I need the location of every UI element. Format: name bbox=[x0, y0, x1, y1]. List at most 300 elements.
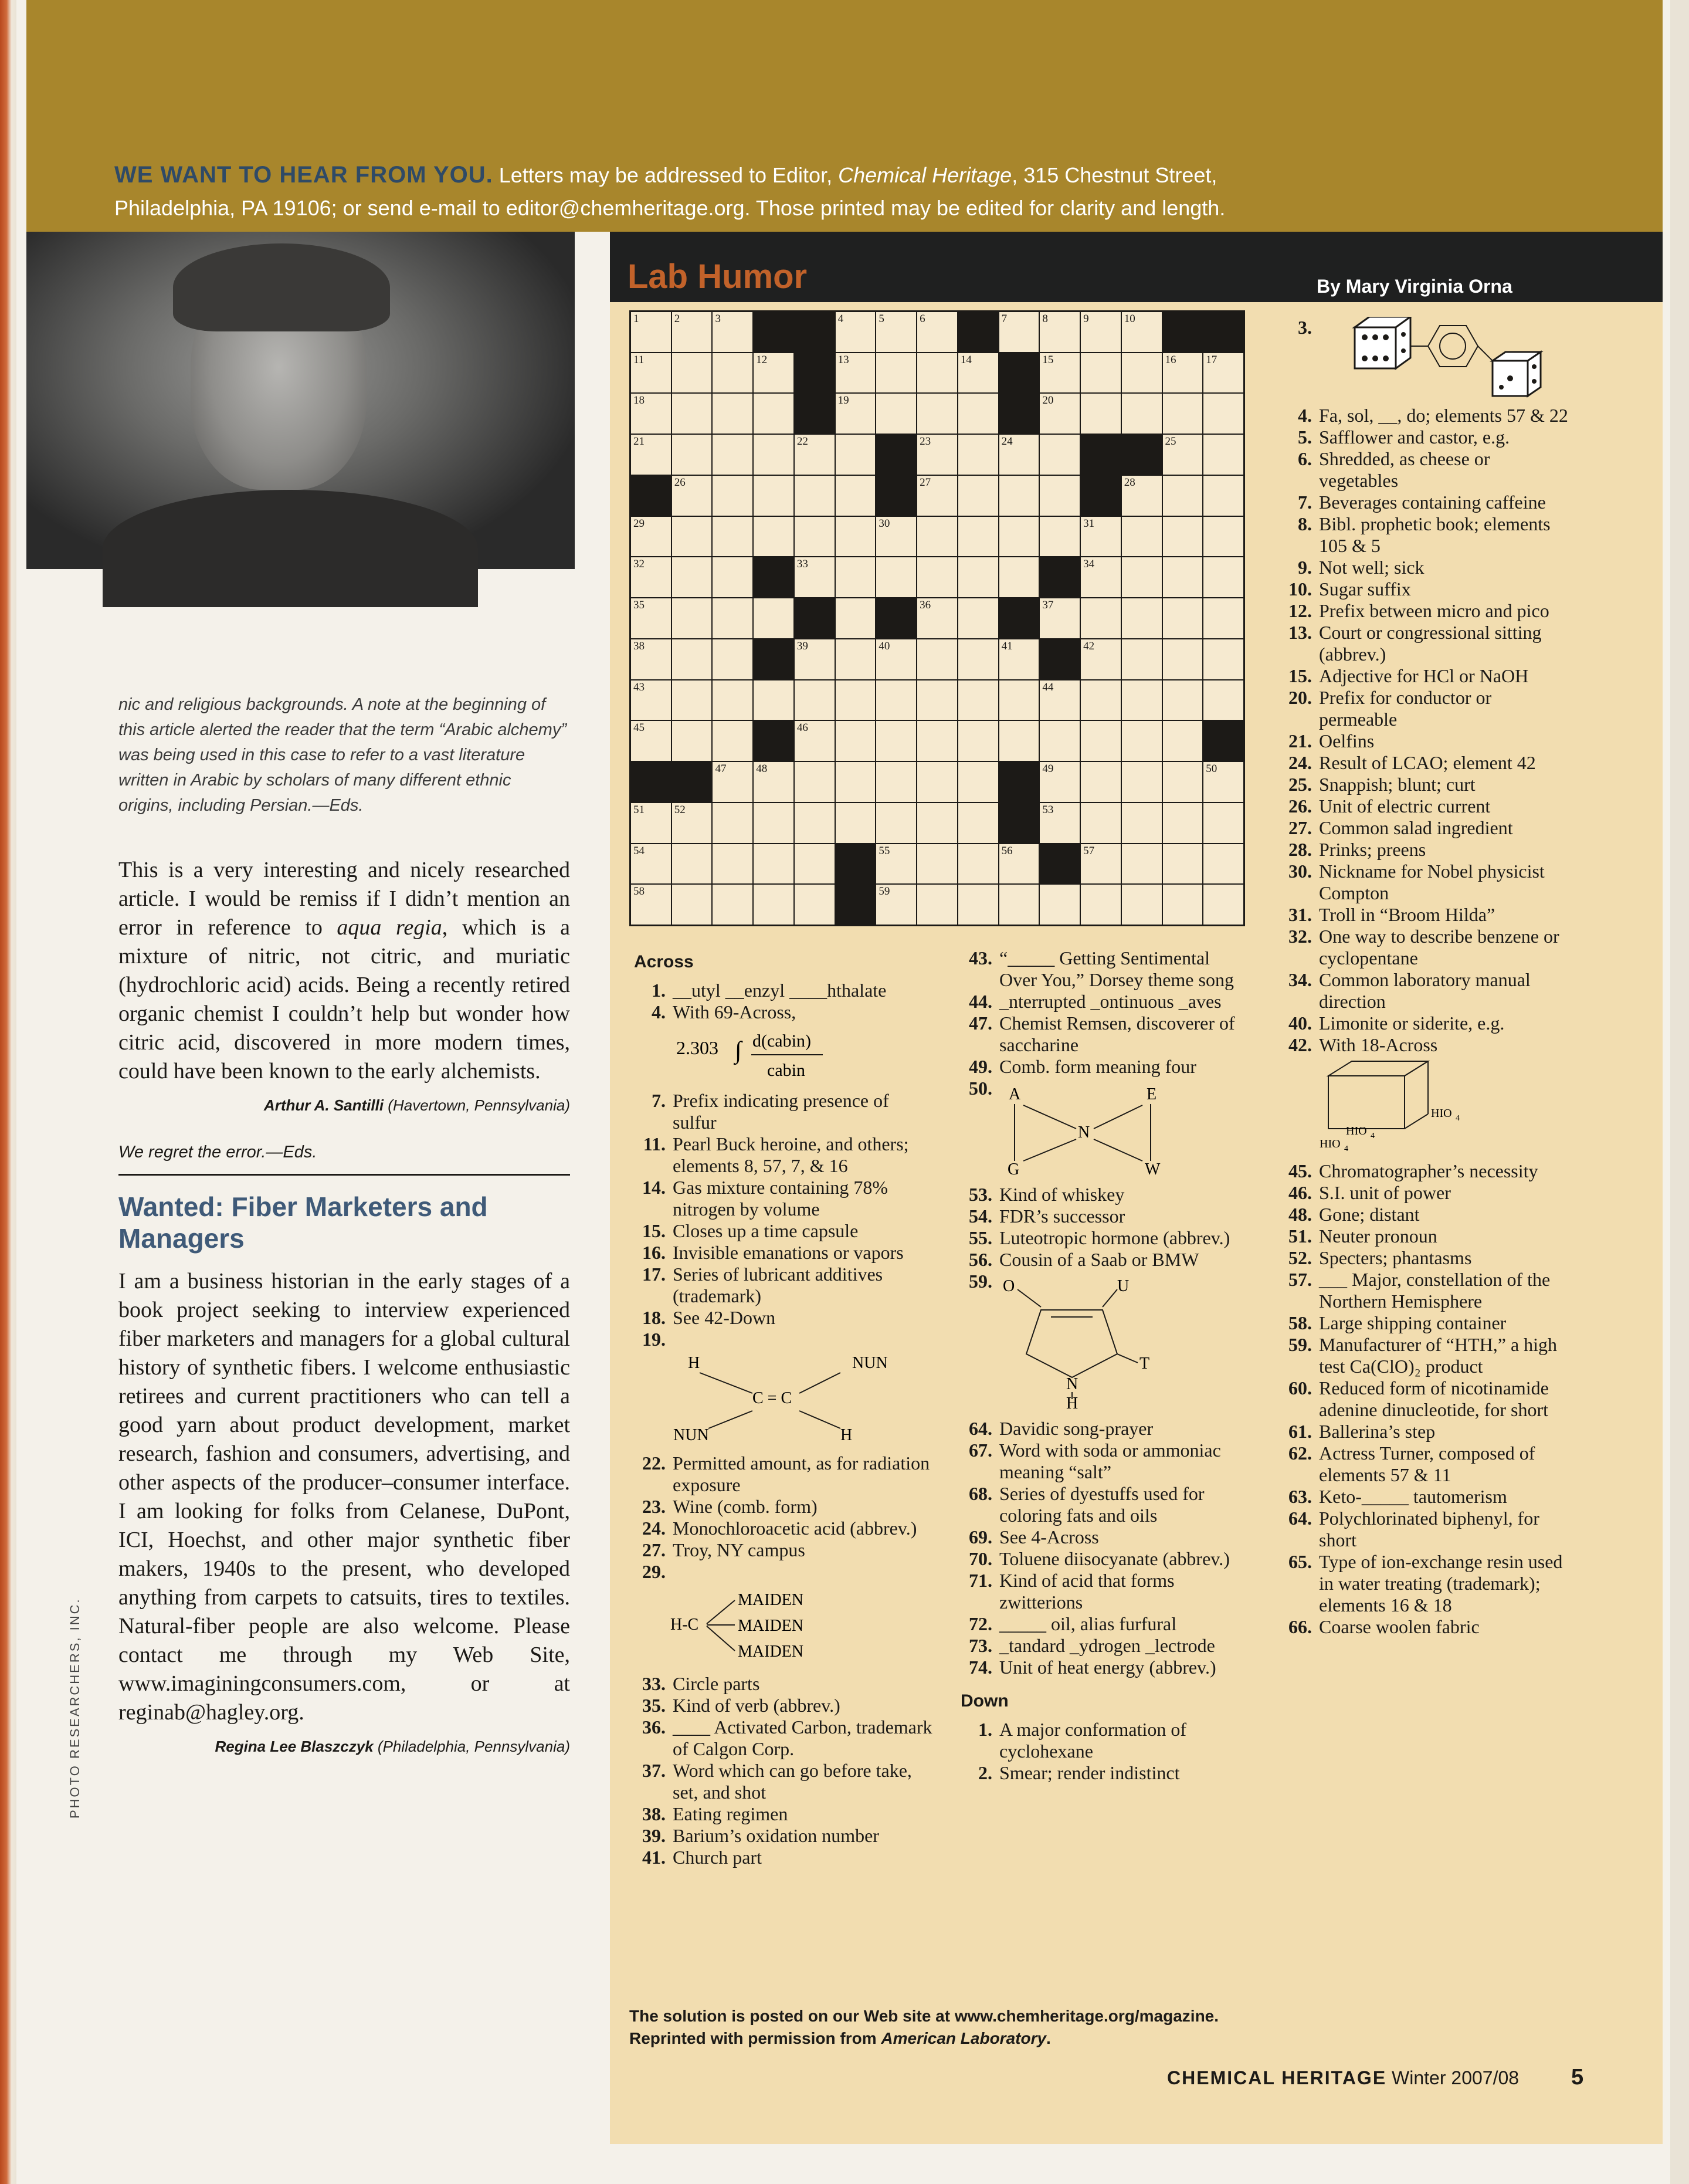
grid-cell bbox=[1122, 844, 1162, 884]
grid-cell bbox=[1163, 435, 1203, 475]
grid-number: 30 bbox=[879, 517, 890, 530]
grid-cell bbox=[631, 803, 671, 843]
byline: By Mary Virginia Orna bbox=[1317, 276, 1512, 297]
clue-down-52: 52. Specters; phantasms bbox=[1288, 1247, 1472, 1268]
grid-cell bbox=[754, 353, 793, 393]
grid-cell bbox=[999, 680, 1039, 720]
clue-across-49: 49. Comb. form meaning four bbox=[969, 1056, 1196, 1077]
grid-cell bbox=[754, 762, 793, 802]
photo-credit: PHOTO RESEARCHERS, INC. bbox=[67, 1597, 82, 1819]
svg-text:HIO: HIO bbox=[1431, 1107, 1452, 1120]
grid-block bbox=[795, 598, 835, 638]
grid-block bbox=[876, 598, 916, 638]
grid-cell bbox=[1081, 762, 1121, 802]
grid-cell bbox=[1163, 680, 1203, 720]
grid-cell bbox=[1203, 680, 1243, 720]
svg-text:NUN: NUN bbox=[852, 1355, 888, 1372]
grid-cell bbox=[631, 598, 671, 638]
grid-cell bbox=[958, 680, 998, 720]
grid-cell bbox=[876, 312, 916, 352]
grid-cell bbox=[958, 517, 998, 557]
grid-cell bbox=[1081, 721, 1121, 761]
grid-cell bbox=[672, 353, 712, 393]
grid-cell bbox=[713, 762, 752, 802]
grid-cell bbox=[713, 721, 752, 761]
grid-cell bbox=[631, 557, 671, 597]
grid-cell bbox=[1081, 598, 1121, 638]
grid-number: 8 bbox=[1042, 313, 1048, 325]
svg-text:N: N bbox=[1078, 1123, 1090, 1142]
grid-cell bbox=[876, 803, 916, 843]
clue-down-59: 59. Manufacturer of “HTH,” a high test Ca(ClO)₂ product bbox=[1288, 1334, 1558, 1377]
grid-cell bbox=[1040, 680, 1080, 720]
clue-down-31: 31. Troll in “Broom Hilda” bbox=[1288, 904, 1495, 925]
clue-across-18: 18. See 42-Down bbox=[642, 1307, 776, 1328]
grid-cell bbox=[1081, 885, 1121, 925]
grid-block bbox=[958, 312, 998, 352]
grid-cell bbox=[1163, 721, 1203, 761]
grid-cell bbox=[1081, 639, 1121, 679]
grid-cell bbox=[672, 680, 712, 720]
clue-across-36: 36. ____ Activated Carbon, trademark of Calgon Corp. bbox=[642, 1716, 932, 1759]
grid-number: 36 bbox=[920, 599, 931, 612]
grid-cell bbox=[1122, 557, 1162, 597]
grid-number: 49 bbox=[1042, 763, 1054, 776]
grid-cell bbox=[999, 557, 1039, 597]
grid-number: 35 bbox=[633, 599, 645, 612]
grid-cell bbox=[1163, 639, 1203, 679]
clue-across-11: 11. Pearl Buck heroine, and others; elements 8, 57, 7, & 16 bbox=[643, 1133, 909, 1176]
grid-cell bbox=[876, 721, 916, 761]
clue-across-27: 27. Troy, NY campus bbox=[642, 1539, 805, 1560]
grid-cell bbox=[958, 885, 998, 925]
letters-column bbox=[118, 692, 570, 1756]
svg-text:MAIDEN: MAIDEN bbox=[738, 1591, 803, 1609]
grid-cell bbox=[672, 394, 712, 434]
grid-cell bbox=[917, 885, 957, 925]
svg-text:T: T bbox=[1139, 1355, 1150, 1373]
clue-across-1: 1. __utyl __enzyl ____hthalate bbox=[652, 980, 887, 1001]
grid-cell bbox=[958, 803, 998, 843]
grid-block bbox=[1081, 476, 1121, 516]
grid-cell bbox=[795, 844, 835, 884]
editor-regret: We regret the error.—Eds. bbox=[118, 1143, 570, 1176]
grid-cell bbox=[1203, 476, 1243, 516]
clue-down-62: 62. Actress Turner, composed of elements 57 & 11 bbox=[1288, 1443, 1535, 1485]
grid-number: 26 bbox=[674, 476, 686, 489]
grid-cell bbox=[631, 844, 671, 884]
grid-number: 53 bbox=[1042, 803, 1054, 816]
grid-cell bbox=[917, 803, 957, 843]
clue-down-9: 9. Not well; sick bbox=[1298, 557, 1425, 578]
clue-across-64: 64. Davidic song-prayer bbox=[969, 1418, 1154, 1439]
grid-block bbox=[672, 762, 712, 802]
grid-block bbox=[999, 353, 1039, 393]
clue-down-48: 48. Gone; distant bbox=[1288, 1204, 1420, 1225]
clue-across-70: 70. Toluene diisocyanate (abbrev.) bbox=[969, 1548, 1230, 1569]
grid-block bbox=[836, 885, 876, 925]
grid-cell bbox=[1122, 721, 1162, 761]
grid-cell bbox=[672, 435, 712, 475]
grid-cell bbox=[1040, 885, 1080, 925]
grid-number: 11 bbox=[633, 353, 645, 366]
grid-cell bbox=[1163, 885, 1203, 925]
grid-cell bbox=[1163, 557, 1203, 597]
grid-block bbox=[631, 476, 671, 516]
page-number: 5 bbox=[1571, 2065, 1585, 2090]
grid-number: 51 bbox=[633, 803, 645, 816]
clue-across-22: 22. Permitted amount, as for radiation exposure bbox=[642, 1452, 930, 1495]
grid-number: 3 bbox=[715, 313, 721, 325]
formula-4-across bbox=[676, 1028, 934, 1085]
grid-cell bbox=[1163, 844, 1203, 884]
grid-number: 52 bbox=[674, 803, 686, 816]
grid-cell bbox=[713, 517, 752, 557]
svg-text:MAIDEN: MAIDEN bbox=[738, 1617, 803, 1635]
grid-cell bbox=[754, 885, 793, 925]
grid-number: 21 bbox=[633, 435, 645, 448]
clue-down-4: 4. Fa, sol, __, do; elements 57 & 22 bbox=[1298, 405, 1568, 426]
clue-down-25: 25. Snappish; blunt; curt bbox=[1288, 774, 1476, 795]
grid-cell bbox=[1203, 435, 1243, 475]
grid-cell bbox=[631, 353, 671, 393]
svg-text:A: A bbox=[1009, 1085, 1021, 1103]
grid-cell bbox=[876, 762, 916, 802]
grid-cell bbox=[1081, 353, 1121, 393]
clue-down-27: 27. Common salad ingredient bbox=[1288, 817, 1513, 838]
clue-down-24: 24. Result of LCAO; element 42 bbox=[1288, 752, 1536, 773]
grid-cell bbox=[1122, 885, 1162, 925]
svg-text:H: H bbox=[840, 1426, 853, 1443]
grid-cell bbox=[1081, 312, 1121, 352]
grid-number: 5 bbox=[879, 313, 884, 325]
crossword-grid bbox=[629, 310, 1245, 926]
grid-cell bbox=[1203, 639, 1243, 679]
clue-down-46: 46. S.I. unit of power bbox=[1288, 1182, 1451, 1203]
grid-cell bbox=[1122, 312, 1162, 352]
grid-cell bbox=[713, 557, 752, 597]
grid-number: 54 bbox=[633, 844, 645, 857]
grid-cell bbox=[999, 721, 1039, 761]
grid-cell bbox=[876, 885, 916, 925]
clue-across-4: 4. With 69-Across, bbox=[652, 1001, 796, 1022]
grid-cell bbox=[754, 803, 793, 843]
grid-block bbox=[1203, 312, 1243, 352]
grid-cell bbox=[1122, 517, 1162, 557]
grid-block bbox=[631, 762, 671, 802]
grid-number: 32 bbox=[633, 558, 645, 571]
clue-across-55: 55. Luteotropic hormone (abbrev.) bbox=[969, 1227, 1230, 1248]
grid-cell bbox=[795, 476, 835, 516]
grid-number: 48 bbox=[756, 763, 768, 776]
grid-cell bbox=[631, 885, 671, 925]
grid-cell bbox=[917, 557, 957, 597]
grid-cell bbox=[754, 517, 793, 557]
grid-cell bbox=[958, 476, 998, 516]
grid-cell bbox=[713, 598, 752, 638]
maiden-diagram bbox=[670, 1587, 864, 1664]
grid-block bbox=[1163, 312, 1203, 352]
grid-number: 25 bbox=[1165, 435, 1176, 448]
grid-cell bbox=[999, 639, 1039, 679]
clue-across-17: 17. Series of lubricant additives (trademark) bbox=[642, 1264, 883, 1306]
grid-cell bbox=[1163, 803, 1203, 843]
grid-number: 33 bbox=[796, 558, 808, 571]
grid-number: 1 bbox=[633, 313, 639, 325]
svg-text:4: 4 bbox=[1344, 1145, 1348, 1152]
clue-down-66: 66. Coarse woolen fabric bbox=[1288, 1616, 1480, 1637]
structure-29-across bbox=[670, 1587, 934, 1668]
grid-cell bbox=[836, 762, 876, 802]
grid-cell bbox=[1081, 557, 1121, 597]
clue-across-44: 44. _nterrupted _ontinuous _aves bbox=[969, 991, 1222, 1012]
grid-cell bbox=[672, 844, 712, 884]
grid-cell bbox=[1040, 721, 1080, 761]
grid-cell bbox=[999, 476, 1039, 516]
grid-number: 31 bbox=[1083, 517, 1095, 530]
grid-cell bbox=[672, 476, 712, 516]
grid-cell bbox=[713, 435, 752, 475]
clue-across-68: 68. Series of dyestuffs used for coloring fats and oils bbox=[969, 1483, 1205, 1526]
grid-number: 20 bbox=[1042, 394, 1054, 407]
grid-cell bbox=[1163, 476, 1203, 516]
grid-cell bbox=[1040, 476, 1080, 516]
grid-cell bbox=[1040, 762, 1080, 802]
grid-cell bbox=[958, 394, 998, 434]
grid-cell bbox=[958, 721, 998, 761]
grid-cell bbox=[1163, 394, 1203, 434]
svg-text:HIO: HIO bbox=[1320, 1137, 1341, 1150]
grid-block bbox=[1040, 639, 1080, 679]
grid-cell bbox=[1122, 476, 1162, 516]
grid-cell bbox=[958, 762, 998, 802]
grid-number: 13 bbox=[837, 353, 849, 366]
clue-across-37: 37. Word which can go before take, set, and shot bbox=[642, 1760, 912, 1803]
svg-text:C = C: C = C bbox=[752, 1389, 792, 1407]
grid-number: 19 bbox=[837, 394, 849, 407]
clue-across-39: 39. Barium’s oxidation number bbox=[642, 1825, 879, 1846]
clue-across-19: 19. bbox=[642, 1329, 666, 1350]
grid-number: 42 bbox=[1083, 639, 1095, 652]
portrait-photo bbox=[26, 232, 575, 569]
grid-cell bbox=[917, 762, 957, 802]
clue-down-10: 10. Sugar suffix bbox=[1288, 578, 1411, 600]
svg-text:U: U bbox=[1117, 1277, 1130, 1295]
grid-cell bbox=[795, 721, 835, 761]
clue-down-61: 61. Ballerina’s step bbox=[1288, 1421, 1436, 1442]
clue-across-15: 15. Closes up a time capsule bbox=[642, 1220, 859, 1241]
grid-cell bbox=[999, 517, 1039, 557]
grid-cell bbox=[999, 885, 1039, 925]
grid-block bbox=[1081, 435, 1121, 475]
grid-cell bbox=[958, 557, 998, 597]
grid-number: 6 bbox=[920, 313, 925, 325]
grid-cell bbox=[672, 312, 712, 352]
clue-down-12: 12. Prefix between micro and pico bbox=[1288, 600, 1549, 621]
header-band bbox=[26, 0, 1663, 232]
down-heading: Down bbox=[961, 1691, 1009, 1711]
grid-cell bbox=[1203, 762, 1243, 802]
grid-block bbox=[999, 803, 1039, 843]
structure-19-across bbox=[664, 1355, 934, 1448]
photo-coat bbox=[103, 490, 478, 607]
grid-number: 47 bbox=[715, 763, 727, 776]
grid-cell bbox=[1040, 803, 1080, 843]
svg-text:E: E bbox=[1147, 1085, 1157, 1103]
grid-cell bbox=[672, 885, 712, 925]
svg-text:H: H bbox=[1066, 1394, 1078, 1410]
clue-across-24: 24. Monochloroacetic acid (abbrev.) bbox=[642, 1518, 917, 1539]
grid-cell bbox=[917, 353, 957, 393]
clue-down-40: 40. Limonite or siderite, e.g. bbox=[1288, 1013, 1505, 1034]
grid-cell bbox=[1163, 517, 1203, 557]
grid-block bbox=[999, 598, 1039, 638]
svg-text:HIO: HIO bbox=[1346, 1125, 1367, 1137]
grid-number: 46 bbox=[796, 722, 808, 734]
clue-across-43: 43. “_____ Getting Sentimental Over You,” Dorsey theme song bbox=[969, 947, 1234, 990]
grid-cell bbox=[1122, 639, 1162, 679]
grid-cell bbox=[836, 353, 876, 393]
grid-cell bbox=[1203, 803, 1243, 843]
clue-across-74: 74. Unit of heat energy (abbrev.) bbox=[969, 1657, 1216, 1678]
grid-block bbox=[876, 435, 916, 475]
grid-cell bbox=[631, 394, 671, 434]
grid-cell bbox=[917, 435, 957, 475]
grid-number: 44 bbox=[1042, 680, 1054, 693]
grid-cell bbox=[1163, 353, 1203, 393]
grid-number: 40 bbox=[879, 639, 890, 652]
grid-cell bbox=[795, 680, 835, 720]
grid-cell bbox=[917, 680, 957, 720]
grid-cell bbox=[836, 476, 876, 516]
integral-formula-diagram bbox=[676, 1028, 870, 1081]
grid-cell bbox=[713, 844, 752, 884]
grid-cell bbox=[876, 517, 916, 557]
clue-down-45: 45. Chromatographer’s necessity bbox=[1288, 1160, 1538, 1181]
page-folio: CHEMICAL HERITAGE Winter 2007/08 5 bbox=[1167, 2065, 1585, 2090]
grid-number: 59 bbox=[879, 885, 890, 898]
svg-text:NUN: NUN bbox=[673, 1426, 709, 1443]
grid-number: 37 bbox=[1042, 599, 1054, 612]
notice-lead: WE WANT TO HEAR FROM YOU. bbox=[114, 162, 493, 188]
clue-across-23: 23. Wine (comb. form) bbox=[642, 1496, 818, 1517]
clue-down-7: 7. Beverages containing caffeine bbox=[1298, 492, 1546, 513]
grid-block bbox=[1040, 844, 1080, 884]
clue-down-28: 28. Prinks; preens bbox=[1288, 839, 1426, 860]
clue-across-29: 29. bbox=[642, 1561, 666, 1582]
grid-cell bbox=[1203, 394, 1243, 434]
grid-cell bbox=[876, 680, 916, 720]
pyrrole-diagram bbox=[997, 1275, 1191, 1410]
clue-across-16: 16. Invisible emanations or vapors bbox=[642, 1242, 904, 1263]
grid-cell bbox=[754, 598, 793, 638]
grid-cell bbox=[836, 517, 876, 557]
grid-cell bbox=[713, 312, 752, 352]
grid-block bbox=[876, 476, 916, 516]
grid-cell bbox=[1163, 762, 1203, 802]
grid-number: 55 bbox=[879, 844, 890, 857]
editor-note: nic and religious backgrounds. A note at the beginning of this article alerted the reader that the term “Arabic alchemy” was being used in this case to refer to a vast literature written in Arabic by scholars of many different ethnic origins, including Persian.—Eds. bbox=[118, 695, 567, 815]
structure-59-across bbox=[997, 1275, 1249, 1414]
grid-number: 56 bbox=[1001, 844, 1013, 857]
grid-block bbox=[754, 312, 793, 352]
grid-cell bbox=[958, 353, 998, 393]
grid-cell bbox=[1040, 312, 1080, 352]
clue-down-21: 21. Oelfins bbox=[1288, 730, 1375, 751]
wanted-heading: Wanted: Fiber Marketers and Managers bbox=[118, 1191, 488, 1254]
svg-text:4: 4 bbox=[1371, 1132, 1375, 1140]
grid-block bbox=[1203, 721, 1243, 761]
grid-cell bbox=[836, 803, 876, 843]
grid-number: 27 bbox=[920, 476, 931, 489]
grid-cell bbox=[876, 639, 916, 679]
grid-cell bbox=[999, 312, 1039, 352]
grid-cell bbox=[1122, 762, 1162, 802]
grid-cell bbox=[836, 394, 876, 434]
clue-down-65: 65. Type of ion-exchange resin used in water treating (trademark); elements 16 & 18 bbox=[1288, 1551, 1563, 1616]
grid-block bbox=[795, 312, 835, 352]
grid-cell bbox=[1081, 680, 1121, 720]
grid-cell bbox=[1203, 353, 1243, 393]
grid-cell bbox=[1122, 680, 1162, 720]
grid-block bbox=[1040, 557, 1080, 597]
clue-across-67: 67. Word with soda or ammoniac meaning “salt” bbox=[969, 1440, 1221, 1482]
dice-benzene-diagram bbox=[1346, 317, 1569, 405]
clue-down-57: 57. ___ Major, constellation of the Northern Hemisphere bbox=[1288, 1269, 1551, 1312]
grid-number: 17 bbox=[1206, 353, 1217, 366]
grid-number: 41 bbox=[1001, 639, 1013, 652]
grid-cell bbox=[795, 803, 835, 843]
grid-cell bbox=[917, 476, 957, 516]
clue-across-35: 35. Kind of verb (abbrev.) bbox=[642, 1695, 840, 1716]
clue-across-7: 7. Prefix indicating presence of sulfur bbox=[652, 1090, 889, 1133]
grid-cell bbox=[917, 844, 957, 884]
svg-text:MAIDEN: MAIDEN bbox=[738, 1643, 803, 1661]
grid-number: 24 bbox=[1001, 435, 1013, 448]
clue-across-54: 54. FDR’s successor bbox=[969, 1206, 1125, 1227]
grid-cell bbox=[1122, 803, 1162, 843]
clue-across-33: 33. Circle parts bbox=[642, 1673, 760, 1694]
clue-across-50: 50. bbox=[969, 1078, 992, 1099]
grid-cell bbox=[917, 517, 957, 557]
grid-number: 50 bbox=[1206, 763, 1217, 776]
grid-cell bbox=[631, 721, 671, 761]
grid-number: 28 bbox=[1124, 476, 1135, 489]
svg-text:H: H bbox=[688, 1355, 700, 1372]
grid-number: 4 bbox=[837, 313, 844, 325]
grid-cell bbox=[672, 557, 712, 597]
clue-across-47: 47. Chemist Remsen, discoverer of saccharine bbox=[969, 1013, 1235, 1055]
grid-cell bbox=[958, 435, 998, 475]
grid-block bbox=[836, 844, 876, 884]
clue-down-30: 30. Nickname for Nobel physicist Compton bbox=[1288, 861, 1545, 903]
grid-block bbox=[1122, 435, 1162, 475]
svg-text:∫: ∫ bbox=[735, 1037, 742, 1064]
grid-cell bbox=[754, 394, 793, 434]
grid-cell bbox=[1122, 598, 1162, 638]
agnew-diagram bbox=[991, 1082, 1191, 1176]
grid-number: 15 bbox=[1042, 353, 1054, 366]
solution-note: The solution is posted on our Web site at www.chemheritage.org/magazine. Reprinted with permission from American Laboratory. bbox=[629, 2007, 1219, 2047]
grid-cell bbox=[1040, 435, 1080, 475]
clue-down-20: 20. Prefix for conductor or permeable bbox=[1288, 687, 1492, 730]
grid-block bbox=[754, 639, 793, 679]
clue-across-41: 41. Church part bbox=[642, 1847, 762, 1868]
alkene-diagram bbox=[664, 1355, 911, 1443]
grid-cell bbox=[672, 517, 712, 557]
letter-santilli: This is a very interesting and nicely researched article. I would be remiss if I didn’t mention an error in reference to aqua regia, which is a mixture of nitric, not citric, and muriatic (hydrochloric acid) acids. Being a recently retired organic chemist I couldn’t help but wonder how citric acid, discovered in more modern times, could have been known to the early alchemists. bbox=[118, 858, 570, 1083]
grid-cell bbox=[631, 680, 671, 720]
